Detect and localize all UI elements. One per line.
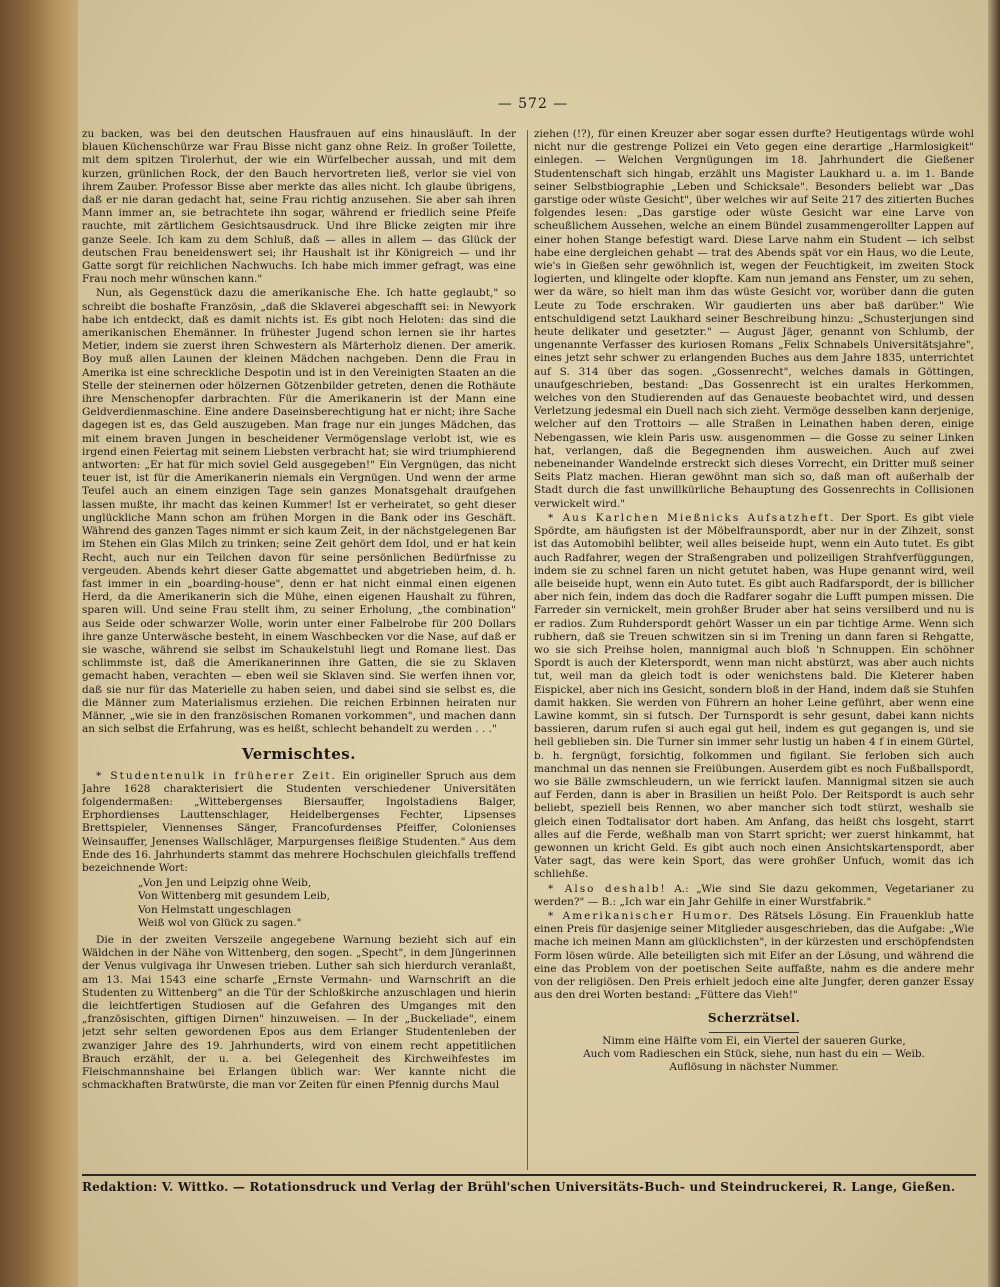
riddle-line-2: Auch vom Radieschen ein Stück, siehe, nun hast du ein — Weib. — [583, 1047, 925, 1060]
riddle-block — [534, 1035, 974, 1075]
right-column — [534, 128, 974, 1170]
left-column — [82, 128, 516, 1170]
section-heading-vermischtes: Vermischtes. — [242, 745, 356, 764]
right-paragraph-2 — [534, 512, 974, 882]
imprint-footer: Redaktion: V. Wittko. — Rotationsdruck und Verlag der Brühl'schen Universitäts-Buch- und Steindruckerei, R. Lange, Gießen. — [82, 1180, 956, 1194]
footer-rule — [82, 1174, 976, 1176]
verse-line-4: Weiß wol von Glück zu sagen." — [138, 916, 302, 929]
right-paragraph-1: ziehen (!?), für einen Kreuzer aber sogar essen durfte? Heutigentags würde wohl nicht nur die gestrenge Polizei ein Veto gegen eine derartige „Harmlosigkeit" einlegen. — Welchen Vergnügungen im 18. Jahrhundert die Gießener Studentenschaft sich hingab, erzählt uns Magister Laukhard u. a. im 1. Bande seiner Selbstbiographie „Leben und Schicksale". Besonders beliebt war „Das garstige oder wüste Gesicht", über welches wir auf Seite 217 des zitierten Buches folgendes lesen: „Das garstige oder wüste Gesicht war eine Larve von scheußlichem Aussehen, welche an einem Bündel zusammengerollter Lappen auf einer hohen Stange befestigt ward. Diese Larve nahm ein Student — ich selbst habe eine dergleichen gehabt — trat des Abends spät vor ein Haus, wo die Leute, wie's in Gießen sehr gewöhnlich ist, wegen der Feuchtigkeit, im zweiten Stock logierten, und klingelte oder klopfte. Kam nun jemand ans Fenster, um zu sehen, wer da wäre, so hielt man ihm das wüste Gesicht vor, worüber dann die guten Leute zu Tode erschraken. Wir gaudierten uns aber baß darüber." Wie entschuldigend setzt Laukhard seiner Beschreibung hinzu: „Schusterjungen sind heute delikater und gesetzter." — August Jäger, genannt von Schlumb, der ungenannte Verfasser des kuriosen Romans „Felix Schnabels Universitätsjahre", eines jetzt sehr schwer zu erlangenden Buches aus dem Jahre 1835, unterrichtet auf S. 314 über das sogen. „Gossenrecht", welches damals in Göttingen, unaufgeschrieben, bestand: „Das Gossenrecht ist ein uraltes Herkommen, welches von den Studierenden auf das Genaueste beobachtet wird, und dessen Verletzung jedesmal ein Duell nach sich zieht. Vermöge desselben kann derjenige, welcher auf den Trottoirs — alle Straßen in Leinathen haben deren, einige Nebengassen, wie klein Paris usw. ausgenommen — die Gosse zu seiner Linken hat, verlangen, daß die Begegnenden ihm ausweichen. Auch auf zwei nebeneinander Wandelnde erstreckt sich dieses Vorrecht, ein Dritter muß seiner Seits Platz machen. Hieran gewöhnt man sich so, daß man oft außerhalb der Stadt durch die fast unwillkürliche Behauptung des Gossenrechts in Collisionen verwickelt wird." — [534, 128, 974, 510]
verse-block — [138, 877, 516, 930]
article-title-also-deshalb: * Also deshalb! — [548, 882, 667, 895]
article-body-also-deshalb: A.: „Wie sind Sie dazu gekommen, Vegetarianer zu werden?" — B.: „Ich war ein Jahr Gehilfe in einer Wurstfabrik." — [534, 882, 974, 908]
book-spine-edge — [0, 0, 80, 1287]
left-paragraph-1: zu backen, was bei den deutschen Hausfrauen auf eins hinausläuft. In der blauen Küchenschürze war Frau Bisse nicht ganz ohne Reiz. In großer Toilette, mit dem spitzen Tirolerhut, der wie ein Würfelbecher aussah, und mit dem kurzen, grünlichen Rock, der den Bauch hervortreten ließ, verlor sie viel von ihrem Zauber. Professor Bisse aber merkte das alles nicht. Ich glaube übrigens, daß er nie daran gedacht hat, seine Frau richtig anzusehen. Sie aber sah ihren Mann immer an, sie betrachtete ihn sogar, während er friedlich seine Pfeife rauchte, mit zärtlichem Gesichtsausdruck. Und ihre Blicke zeigten mir ihre ganze Seele. Ich kam zu dem Schluß, daß — alles in allem — das Glück der deutschen Frau beneidenswert sei; ihr Haushalt ist ihr Königreich — und ihr Gatte sorgt für reichlichen Nachwuchs. Ich habe mich immer gefragt, was eine Frau noch mehr wünschen kann." — [82, 128, 516, 286]
article-body-amerikanischer-humor: Des Rätsels Lösung. Ein Frauenklub hatte einen Preis für dasjenige seiner Mitglieder ausgeschrieben, das die Aufgabe: „Wie mache ich meinen Mann am glücklichsten", in der kürzesten und erschöpfendsten Form lösen würde. Alle beteiligten sich mit Eifer an der Lösung, und während die eine das Problem von der poetischen Seite auffaßte, nahm es die andere mehr von der religiösen. Den Preis erhielt jedoch eine alte Jungfer, deren ganzer Essay aus den drei Worten bestand: „Füttere das Vieh!" — [534, 909, 974, 1002]
section-heading-scherzraetsel: Scherzrätsel. — [707, 1011, 801, 1026]
page-number: — 572 — — [497, 96, 569, 112]
article-title-amerikanischer-humor: * Amerikanischer Humor. — [548, 909, 734, 922]
left-paragraph-4: Die in der zweiten Verszeile angegebene Warnung bezieht sich auf ein Wäldchen in der Nähe von Wittenberg, den sogen. „Specht", in dem Jüngerinnen der Venus vulgivaga ihr Unwesen trieben. Luther sah sich hierdurch veranlaßt, am 13. Mai 1543 eine scharfe „Ernste Vermahn- und Warnschrift an die Studenten zu Wittenberg" an die Tür der Schloßkirche anzuschlagen und hierin die leichtfertigen Studiosen auf die Gefahren des Umganges mit den „französischten, giftigen Dirnen" hinzuweisen. — In der „Buckeliade", einem jetzt sehr selten gewordenen Epos aus dem Erlanger Studentenleben der zwanziger Jahre des 19. Jahrhunderts, wird von einem recht appetitlichen Brauch erzählt, der u. a. bei Gelegenheit des Kirchweihfestes im Fleischmannshaine bei Erlangen üblich war: Wer kannte nicht die schmackhaften Bratwürste, die man vor Zeiten für einen Pfennig durchs Maul — [82, 933, 516, 1092]
heading-rule — [709, 1032, 799, 1033]
right-paragraph-3 — [534, 883, 974, 909]
article-title-aufsatzheft: * Aus Karlchen Mießnicks Aufsatzheft. — [548, 511, 836, 524]
left-paragraph-3 — [82, 770, 516, 876]
riddle-solution-note: Auflösung in nächster Nummer. — [669, 1061, 839, 1074]
verse-line-2: Von Wittenberg mit gesundem Leib, — [138, 890, 330, 903]
article-body-aufsatzheft: Der Sport. Es gibt viele Spördte, am häufigsten ist der Möbelfraunspordt, aber nur in der Zihzeit, sonst ist das Automobihl belibter, weil alles beiseide hupt, wenn ein Auto tutet. Es gibt auch Radfahrer, wegen der Straßengraben und polizeiligen Strahfverfüggungen, indem sie zu schnel faren un nicht getutet haben, was Hupe genannt wird, weil alle beiseide hupt, wenn ein Auto tutet. Es gibt auch Radfarspordt, der is billicher aber nich fein, indem das doch die Radfarer sogahr die Lufft pumpen missen. Die Farreder sin vernickelt, mein grohßer Bruder aber hat seins versilberd und nu is er radios. Zum Ruhderspordt gehört Wasser un ein par tichtige Arme. Wenn sich rubhern, daß sie Treuen schwitzen sin si im Trening un dann faren si Rehgatte, wo sie sich Preihse holen, mannigmal auch bloß 'n Schnuppen. Ein schöhner Spordt is auch der Kleterspordt, wenn man nicht abstürzt, was aber auch nichts tut, weil man da gleich todt is oder wenichstens bald. Die Kleterer haben Eispickel, aber nich ins Gesicht, sondern bloß in der Hand, indem daß sie Stuhfen damit hakken. Sie werden von Führern an hoher Leine geführt, aber wenn eine Lawine kommt, sin si futsch. Der Turnspordt is sehr gesunt, dabei kann nichts bassieren, darum rufen si auch egal gut heil, indem es gut gegangen is, und sie heil geblieben sin. Die Turner sin immer sehr lustig un haben 4 f in einem Gürtel, b. h. fergnügt, forsichtig, folkommen und figilant. Sie ferloben sich auch manchmal un das nennen sie Freiübungen. Auserdem gibt es noch Fußballspordt, wo sie Bälle zwmschleudern, un wie ferrickt laufen. Mannigmal sitzen sie auch auf Ferden, dann is aber in Brasilien un heißt Polo. Der Reitspordt is auch sehr beliebt, speziell beis Rennen, wo aber mancher sich todt stürzt, weshalb sie gleich einen Todtalisator dort haben. Am Anfang, das heißt chs losgeht, starrt alles auf die Ferde, weßhalb man von Starrt spricht; wer zuerst hinkammt, hat gewonnen un kricht Geld. Es gibt auch noch einen Ansichtskartenspordt, aber Vater sagt, das were kein Sport, das were grohßer Unfuch, womit das ich schliehße. — [534, 511, 974, 881]
article-body-studentenulk: Ein origineller Spruch aus dem Jahre 1628 charakterisiert die Studenten verschiedener Universitäten folgendermaßen: „Wittebergenses Biersauffer, Ingolstadiens Balger, Erphordienses Lauttenschlager, Heidelbergenses Fechter, Lipsenses Brettspieler, Viennenses Sänger, Francofurdenses Pfeiffer, Colonienses Weinsauffer, Jenenses Wallschläger, Marpurgenses fleißige Studenten." Aus dem Ende des 16. Jahrhunderts stammt das mehrere Hochschulen gleichfalls treffend bezeichnende Wort: — [82, 769, 516, 874]
column-divider — [527, 130, 528, 1170]
right-paragraph-4 — [534, 910, 974, 1002]
verse-line-1: „Von Jen und Leipzig ohne Weib, — [138, 877, 312, 890]
left-paragraph-2: Nun, als Gegenstück dazu die amerikanische Ehe. Ich hatte geglaubt," so schreibt die boshafte Französin, „daß die Sklaverei abgeschafft sei: in Newyork habe ich entdeckt, daß es damit nichts ist. Es gibt noch Heloten: das sind die amerikanischen Ehemänner. In frühester Jugend schon lernen sie ihr hartes Metier, indem sie zuerst ihren Schwestern als Märterholz dienen. Der amerik. Boy muß allen Launen der kleinen Mädchen nachgeben. Denn die Frau in Amerika ist eine schreckliche Despotin und ist in den Vereinigten Staaten an die Stelle der steinernen oder hölzernen Götzenbilder getreten, denen die Rothäute ihre Menschenopfer darbrachten. Für die Amerikanerin ist der Mann eine Geldverdienmaschine. Eine andere Daseinsberechtigung hat er nicht; ihre Sache dagegen ist es, das Geld auszugeben. Man frage nur ein junges Mädchen, das mit einem braven Jungen in bescheidener Vermögenslage verlobt ist, wie es irgend einen Feiertag mit seinem Liebsten verbracht hat; sie wird triumphierend antworten: „Er hat für mich soviel Geld ausgegeben!" Ein Vergnügen, das nicht teuer ist, ist für die Amerikanerin niemals ein Vergnügen. Und wenn der arme Teufel auch an einem einzigen Tage sein ganzes Monatsgehalt draufgehen lassen mußte, ihr macht das keinen Kummer! Ist er verheiratet, so geht dieser unglückliche Mann schon am frühen Morgen in die Bank oder ins Geschäft. Während des ganzen Tages nimmt er sich kaum Zeit, in der nächstgelegenen Bar im Stehen ein Glas Milch zu trinken; seine Zeit gehört dem Idol, und er hat kein Recht, auch nur ein Teilchen davon für seine persönlichen Bedürfnisse zu vergeuden. Abends kehrt dieser Gatte abgemattet und abgetrieben heim, d. h. fast immer in ein „boarding-house", denn er hat nicht einmal einen eigenen Herd, da die Amerikanerin sich die Mühe, einen eigenen Haushalt zu führen, sparen will. Und seine Frau stellt ihm, zu seiner Erholung, „the combination" aus Seide oder schwarzer Wolle, worin unter einer Falbelrobe für 200 Dollars ihre ganze Unterwäsche besteht, in einem Waschbecken vor die Nase, auf daß er sie wasche, während sie selbst im Schaukelstuhl liegt und Romane liest. Das schlimmste ist, daß die Amerikanerinnen ihre Gatten, die sie zu Sklaven gemacht haben, verachten — eben weil sie Sklaven sind. Sie werfen ihnen vor, daß sie nur für das Materielle zu haben seien, und dabei sind sie selbst es, die die Männer zum Materialismus erziehen. Die reichen Erbinnen heiraten nur Männer, „wie sie in den französischen Romanen vorkommen", und machen dann an sich selbst die Erfahrung, was es heißt, schlecht behandelt zu werden . . ." — [82, 287, 516, 736]
riddle-line-1: Nimm eine Hälfte vom Ei, ein Viertel der saueren Gurke, — [602, 1034, 906, 1047]
page-right-edge — [986, 0, 1000, 1287]
verse-line-3: Von Helmstatt ungeschlagen — [138, 903, 292, 916]
article-title-studentenulk: * Studentenulk in früherer Zeit. — [96, 769, 337, 782]
